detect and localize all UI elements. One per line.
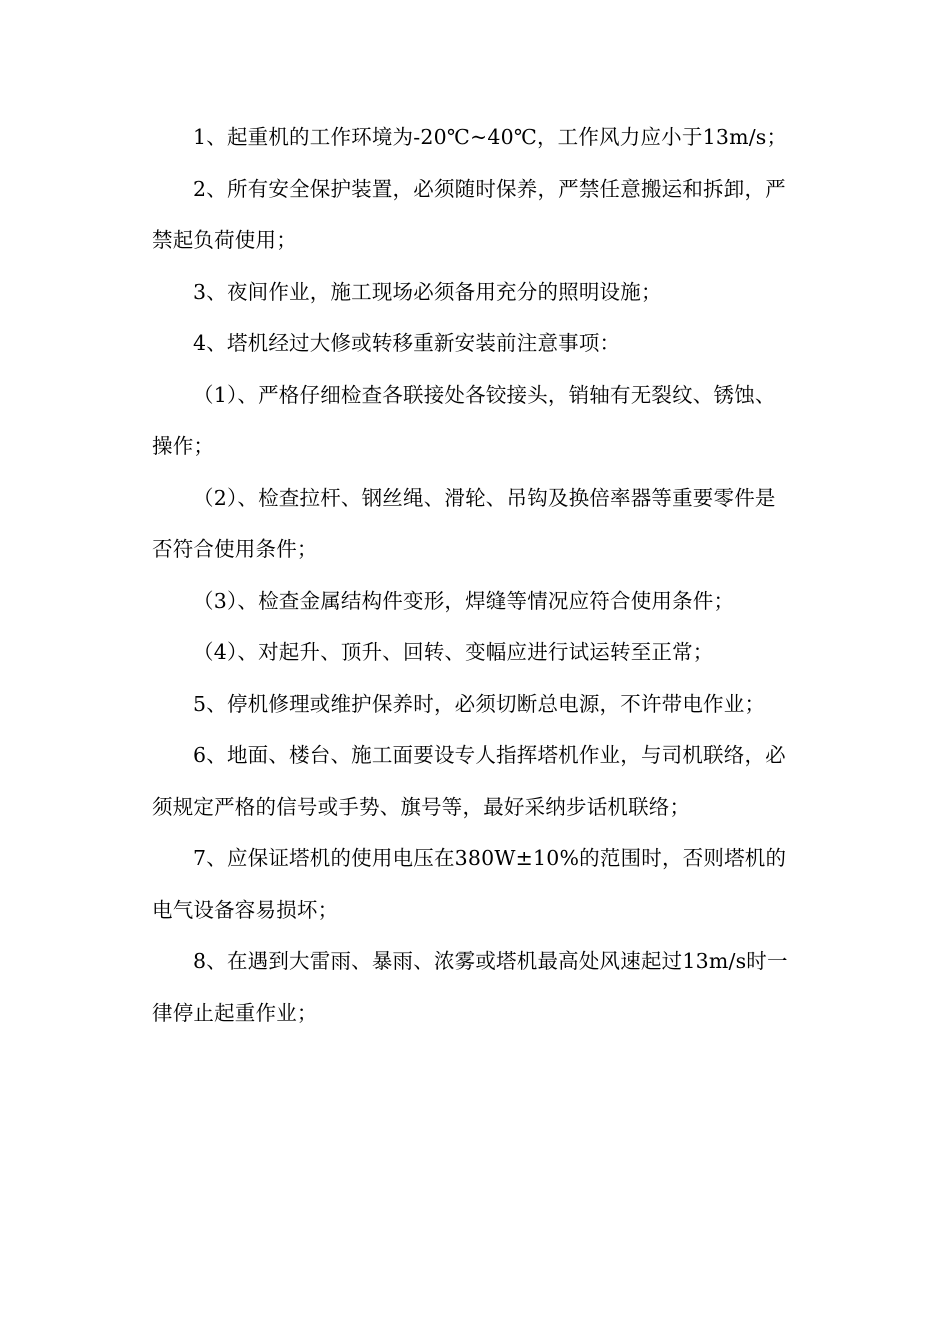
subitem-3: （3）、检查金属结构件变形，焊缝等情况应符合使用条件；	[193, 588, 735, 613]
paragraph-item-2: 2、所有安全保护装置，必须随时保养，严禁任意搬运和拆卸，严禁起负荷使用；	[152, 176, 786, 252]
subitem-1: （1）、严格仔细检查各联接处各铰接头，销轴有无裂纹、锈蚀、操作；	[152, 382, 776, 458]
paragraph-item-1: 1、起重机的工作环境为-20℃~40℃，工作风力应小于13m/s；	[193, 125, 788, 149]
paragraph-item-6: 6、地面、楼台、施工面要设专人指挥塔机作业，与司机联络，必须规定严格的信号或手势、旗号等，最好采纳步话机联络；	[152, 743, 786, 819]
paragraph-item-8: 8、在遇到大雷雨、暴雨、浓雾或塔机最高处风速起过13m/s时一律停止起重作业；	[152, 949, 788, 1025]
subitem-2: （2）、检查拉杆、钢丝绳、滑轮、吊钩及换倍率器等重要零件是否符合使用条件；	[152, 485, 776, 561]
paragraph-item-7: 7、应保证塔机的使用电压在380W±10%的范围时，否则塔机的电气设备容易损坏；	[152, 846, 787, 922]
subitem-4: （4）、对起升、顶升、回转、变幅应进行试运转至正常；	[193, 640, 714, 664]
paragraph-item-5: 5、停机修理或维护保养时，必须切断总电源，不许带电作业；	[193, 691, 766, 716]
paragraph-item-4: 4、塔机经过大修或转移重新安装前注意事项：	[193, 331, 621, 355]
document-body	[152, 112, 792, 1039]
paragraph-item-3: 3、夜间作业，施工现场必须备用充分的照明设施；	[193, 279, 662, 304]
